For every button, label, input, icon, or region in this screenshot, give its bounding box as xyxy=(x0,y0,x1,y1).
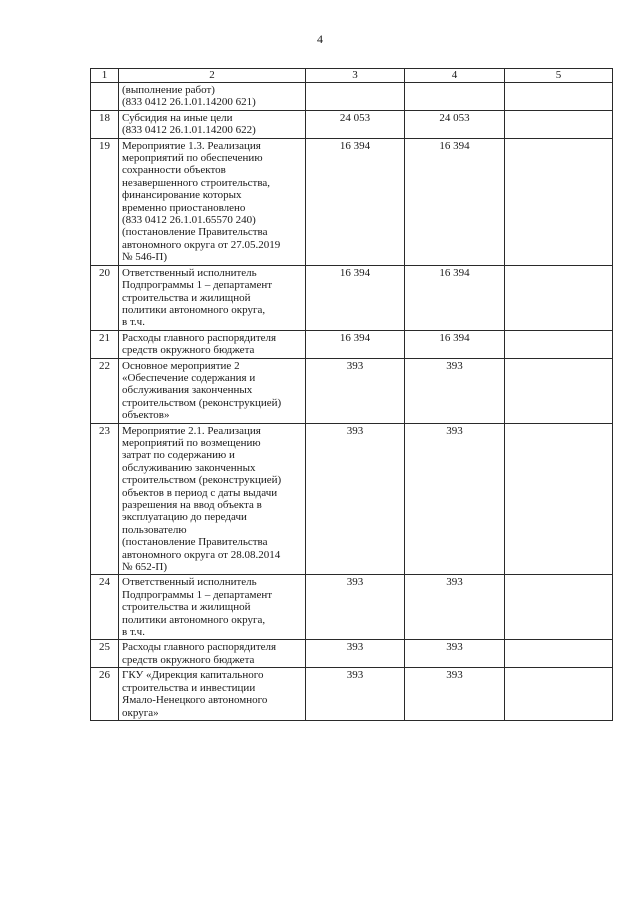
row-value-col4-cell: 393 xyxy=(405,640,505,668)
table-header-row xyxy=(91,69,613,83)
row-value-col5-cell xyxy=(505,575,613,640)
table-row xyxy=(91,330,613,358)
row-description-cell: Ответственный исполнитель Подпрограммы 1 – департамент строительства и жилищной политики автономного округа, в т.ч. xyxy=(119,265,306,330)
row-description-cell: Мероприятие 2.1. Реализация мероприятий по возмещению затрат по содержанию и обслуживанию законченных строительством (реконструкцией) объектов в период с даты выдачи разрешения на ввод объекта в эксплуатацию до передачи пользователю (постановление Правительства автономного округа от 28.08.2014 № 652-П) xyxy=(119,423,306,575)
table-row xyxy=(91,110,613,138)
table-row xyxy=(91,575,613,640)
budget-table xyxy=(90,68,613,721)
row-value-col5-cell xyxy=(505,358,613,423)
row-value-col4-cell: 393 xyxy=(405,575,505,640)
row-value-col3-cell: 393 xyxy=(306,640,405,668)
row-value-col4-cell: 16 394 xyxy=(405,330,505,358)
row-value-col4-cell: 393 xyxy=(405,358,505,423)
row-number-cell: 22 xyxy=(91,358,119,423)
header-cell-2: 2 xyxy=(119,69,306,83)
row-description-cell: ГКУ «Дирекция капитального строительства и инвестиции Ямало-Ненецкого автономного округа» xyxy=(119,668,306,721)
row-value-col4-cell: 16 394 xyxy=(405,138,505,265)
page-number: 4 xyxy=(317,32,323,46)
row-value-col5-cell xyxy=(505,110,613,138)
row-number-cell xyxy=(91,83,119,111)
table-body xyxy=(91,69,613,721)
row-value-col3-cell: 393 xyxy=(306,358,405,423)
header-cell-1: 1 xyxy=(91,69,119,83)
row-value-col5-cell xyxy=(505,668,613,721)
row-value-col3-cell xyxy=(306,83,405,111)
row-value-col4-cell: 393 xyxy=(405,423,505,575)
row-number-cell: 19 xyxy=(91,138,119,265)
table-row xyxy=(91,358,613,423)
row-value-col5-cell xyxy=(505,265,613,330)
header-cell-3: 3 xyxy=(306,69,405,83)
row-description-cell: Ответственный исполнитель Подпрограммы 1 – департамент строительства и жилищной политики автономного округа, в т.ч. xyxy=(119,575,306,640)
row-value-col5-cell xyxy=(505,138,613,265)
row-value-col3-cell: 393 xyxy=(306,423,405,575)
row-description-cell: (выполнение работ) (833 0412 26.1.01.14200 621) xyxy=(119,83,306,111)
row-value-col4-cell: 393 xyxy=(405,668,505,721)
row-number-cell: 20 xyxy=(91,265,119,330)
row-number-cell: 24 xyxy=(91,575,119,640)
row-value-col3-cell: 24 053 xyxy=(306,110,405,138)
row-value-col5-cell xyxy=(505,640,613,668)
table-row xyxy=(91,138,613,265)
row-number-cell: 26 xyxy=(91,668,119,721)
row-number-cell: 18 xyxy=(91,110,119,138)
header-cell-4: 4 xyxy=(405,69,505,83)
row-description-cell: Субсидия на иные цели (833 0412 26.1.01.14200 622) xyxy=(119,110,306,138)
row-value-col3-cell: 393 xyxy=(306,575,405,640)
row-value-col5-cell xyxy=(505,330,613,358)
row-description-cell: Расходы главного распорядителя средств окружного бюджета xyxy=(119,330,306,358)
row-description-cell: Мероприятие 1.3. Реализация мероприятий по обеспечению сохранности объектов незавершенного строительства, финансирование которых временно приостановлено (833 0412 26.1.01.65570 240) (постановление Правительства автономного округа от 27.05.2019 № 546-П) xyxy=(119,138,306,265)
row-value-col5-cell xyxy=(505,83,613,111)
row-number-cell: 21 xyxy=(91,330,119,358)
row-description-cell: Расходы главного распорядителя средств окружного бюджета xyxy=(119,640,306,668)
row-number-cell: 25 xyxy=(91,640,119,668)
row-value-col5-cell xyxy=(505,423,613,575)
row-description-cell: Основное мероприятие 2 «Обеспечение содержания и обслуживания законченных строительством (реконструкцией) объектов» xyxy=(119,358,306,423)
row-value-col4-cell: 16 394 xyxy=(405,265,505,330)
row-value-col3-cell: 16 394 xyxy=(306,138,405,265)
row-value-col3-cell: 16 394 xyxy=(306,330,405,358)
table-row xyxy=(91,265,613,330)
table-row xyxy=(91,83,613,111)
row-number-cell: 23 xyxy=(91,423,119,575)
row-value-col3-cell: 393 xyxy=(306,668,405,721)
row-value-col3-cell: 16 394 xyxy=(306,265,405,330)
table-row xyxy=(91,668,613,721)
table-row xyxy=(91,640,613,668)
table-row xyxy=(91,423,613,575)
row-value-col4-cell: 24 053 xyxy=(405,110,505,138)
header-cell-5: 5 xyxy=(505,69,613,83)
row-value-col4-cell xyxy=(405,83,505,111)
